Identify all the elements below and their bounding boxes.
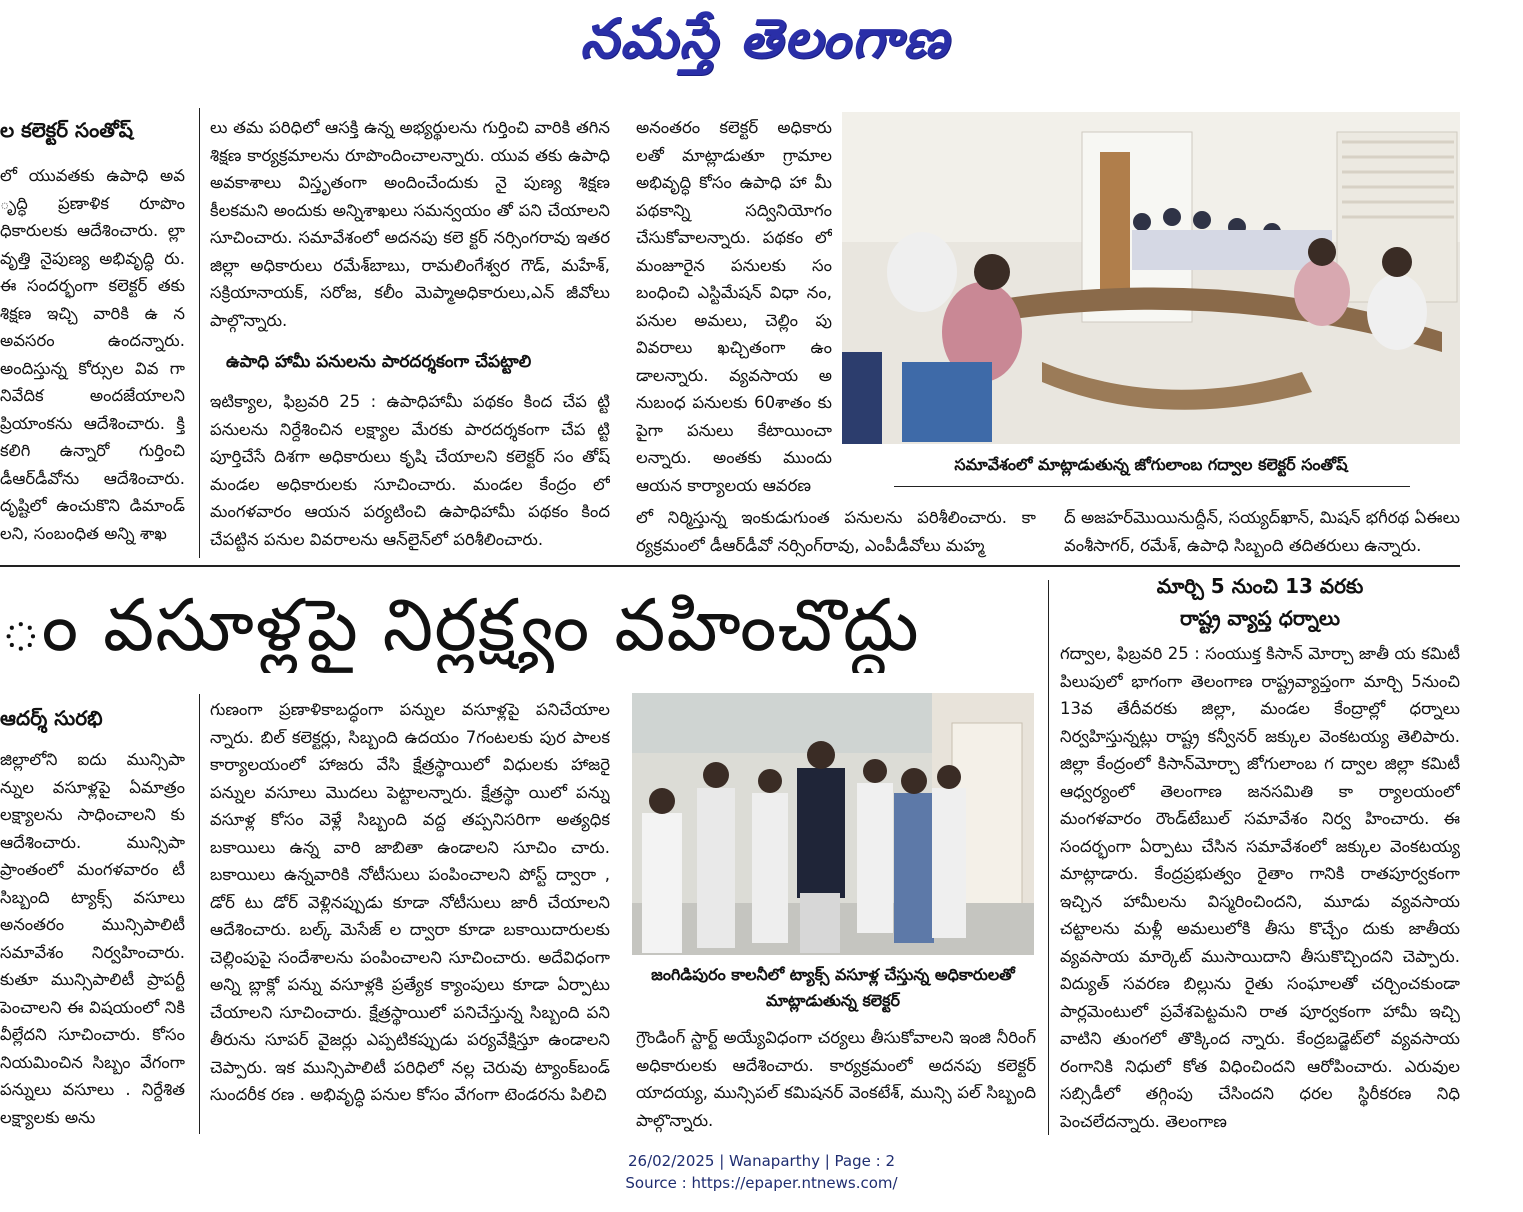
second-left-column: జిల్లాలోని ఐదు మున్సిపా న్నుల వసూళ్లపై ఏమాత్రం లక్ష్యాలను సాధించాలని కు ఆదేశించారు. మున్సిపా ప్రాంతంలో మంగళవారం టీ సిబ్బంది ట్యాక్స్ వసూలు అనంతరం మున్సిపాలిటీ సమావేశం నిర్వహించారు. కుతూ మున్సిపాలిటీ ప్రాపర్టీ పెంచాలని ఈ విషయంలో నికి వీల్లేదని సూచించారు. కోసం నియమించిన సిబ్బం వేగంగా పన్నులు వసూలు . నిర్దేశిత లక్ష్యాలకు అను bbox=[0, 750, 185, 1127]
footer-dateline: 26/02/2025 | Wanaparthy | Page : 2 bbox=[628, 1152, 895, 1170]
section-divider bbox=[0, 565, 1460, 567]
top-bottom-right: ద్ అజహర్‌మొయినుద్దీన్, సయ్యద్‌ఖాన్, మిషన్ భగీరథ ఏఈలు వంశీసాగర్, రమేశ్, ఉపాధి సిబ్బంది తదితరులు ఉన్నారు. bbox=[1064, 508, 1460, 555]
second-story-headline: ం వసూళ్లపై నిర్లక్ష్యం వహించొద్దు bbox=[0, 583, 920, 667]
footer-source: Source : https://epaper.ntnews.com/ bbox=[625, 1174, 898, 1192]
column-divider bbox=[199, 108, 200, 558]
top-left-column: లో యువతకు ఉపాధి అవ ృద్ధి ప్రణాళిక రూపొం ధికారులకు ఆదేశించారు. ల్లా వృత్తి నైపుణ్య అభివృద్ధి రు. ఈ సందర్భంగా కలెక్టర్ తకు శిక్షణ ఇచ్చి వారికి ఉ న అవసరం ఉందన్నారు. అందిస్తున్న కోర్సుల వివ గా నివేదిక అందజేయాలని ప్రియాంకను ఆదేశించారు. క్తి కలిగి ఉన్నారో గుర్తించి డీఆర్‌డీవోను ఆదేశించారు. దృష్టిలో ఉంచుకొని డిమాండ్ లని, సంబంధిత అన్ని శాఖ bbox=[0, 166, 185, 543]
top-mid-subheadline: ఉపాధి హామీ పనులను పారదర్శకంగా చేపట్టాలి bbox=[226, 352, 532, 372]
top-bottom-line: లో నిర్మిస్తున్న ఇంకుడుగుంత పనులను పరిశీలించారు. కా ర్యక్రమంలో డీఆర్‌డీవో నర్సింగ్‌రావు, ఎంపీడీవోలు మహ్మ bbox=[636, 508, 1036, 555]
top-mid-column: లు తమ పరిధిలో ఆసక్తి ఉన్న అభ్యర్థులను గుర్తించి వారికి తగిన శిక్షణ కార్యక్రమాలను రూపొందించాలన్నారు. యువ తకు ఉపాధి అవకాశాలు విస్తృతంగా అందించేందుకు నై పుణ్య శిక్షణ కీలకమని అందుకు అన్నిశాఖలు సమన్వయం తో పని చేయాలని సూచించారు. సమావేశంలో అదనపు కలె క్టర్ నర్సింగరావు ఇతర జిల్లా అధికారులు రమేశ్‌బాబు, రామలింగేశ్వర గౌడ్, మహేశ్, సక్రియానాయక్, సరోజ, కలీం మెప్మాఅధికారులు,ఎన్ జీవోలు పాల్గొన్నారు. bbox=[210, 118, 610, 330]
street-photo-caption: జంగిడిపురం కాలనీలో ట్యాక్స్ వసూళ్ల చేస్తున్న అధికారులతో మాట్లాడుతున్న కలెక్టర్ bbox=[651, 965, 1015, 1010]
meeting-photo bbox=[842, 112, 1460, 444]
caption-rule bbox=[894, 486, 1410, 487]
top-right-column: అనంతరం కలెక్టర్ అధికారు లతో మాట్లాడుతూ గ్రామాల అభివృద్ధి కోసం ఉపాధి హా మీ పథకాన్ని సద్వినియోగం చేసుకోవాలన్నారు. పథకం లో మంజూరైన పనులకు సం బంధించి ఎస్టిమేషన్ విధా నం, పనుల అమలు, చెల్లిం పు వివరాలు ఖచ్చితంగా ఉం డాలన్నారు. వ్యవసాయ అ నుబంధ పనులకు 60శాతం కు పైగా పనులు కేటాయించా లన్నారు. అంతకు ముందు ఆయన కార్యాలయ ఆవరణ bbox=[636, 118, 832, 495]
meeting-photo-caption: సమావేశంలో మాట్లాడుతున్న జోగులాంబ గద్వాల కలెక్టర్ సంతోష్ bbox=[954, 455, 1348, 474]
street-photo bbox=[632, 693, 1034, 955]
column-divider-2 bbox=[199, 694, 200, 1134]
side-story-headline-2: రాష్ట్ర వ్యాప్త ధర్నాలు bbox=[1179, 606, 1341, 630]
second-story-byline: ఆదర్శ్ సురభి bbox=[0, 706, 103, 730]
side-divider bbox=[1048, 580, 1049, 1135]
side-story-headline-1: మార్చి 5 నుంచి 13 వరకు bbox=[1156, 574, 1364, 598]
newspaper-masthead: నమస్తే తెలంగాణ bbox=[580, 6, 950, 70]
second-mid-column: గుణంగా ప్రణాళికాబద్ధంగా పన్నుల వసూళ్లపై పనిచేయాల న్నారు. బిల్ కలెక్టర్లు, సిబ్బంది ఉదయం 7గంటలకు పుర పాలక కార్యాలయంలో హాజరు వేసి క్షేత్రస్థాయిలో విధులకు హాజరై పన్నుల వసూలు మొదలు పెట్టాలన్నారు. క్షేత్రస్థా యిలో పన్ను వసూళ్ల కోసం వెళ్లే సిబ్బంది వద్ద తప్పనిసరిగా అత్యధిక బకాయిలు ఉన్న వారి జాబితా ఉండాలని సూచిం చారు. బకాయిలు ఉన్నవారికి నోటీసులు పంపించాలని పోస్ట్ ద్వారా , డోర్ టు డోర్ వెళ్లినప్పుడు కూడా నోటీసులు జారీ చేయాలని ఆదేశించారు. బల్క్ మెసేజ్ ల ద్వారా కూడా బకాయిదారులకు చెల్లింపుపై సందేశాలను పంపించాలని సూచించారు. అదేవిధంగా అన్ని బ్లాక్లో పన్ను వసూళ్లకి ప్రత్యేక క్యాంపులు కూడా ఏర్పాటు చేయాలని సూచించారు. క్షేత్రస్థాయిలో పనిచేస్తున్న సిబ్బంది పని తీరును సూపర్ వైజర్లు ఎప్పటికప్పుడు పర్యవేక్షిస్తూ ఉండాలని చెప్పారు. ఇక మున్సిపాలిటీ పరిధిలో నల్ల చెరువు ట్యాంక్‌బండ్ సుందరీక రణ . అభివృద్ధి పనుల కోసం వేగంగా టెండరను పిలిచి bbox=[210, 700, 610, 1104]
top-left-headline: ల కలెక్టర్ సంతోష్ bbox=[0, 118, 133, 142]
side-story-body: గద్వాల, ఫిబ్రవరి 25 : సంయుక్త కిసాన్ మోర్చా జాతీ య కమిటీ పిలుపులో భాగంగా తెలంగాణ రాష్ట్రవ్యాప్తంగా మార్చి 5నుంచి 13వ తేదీవరకు జిల్లా, మండల కేంద్రాల్లో ధర్నాలు నిర్వహిస్తున్నట్లు రాష్ట్ర కన్వీనర్ జక్కుల వెంకటయ్య తెలిపారు. జిల్లా కేంద్రంలో కిసాన్‌మోర్చా జోగులాంబ గ ద్వాల జిల్లా కమిటీ ఆధ్వర్యంలో తెలంగాణ జనసమితి కా ర్యాలయంలో మంగళవారం రౌండ్‌టేబుల్ సమావేశం నిర్వ హించారు. ఈ సందర్భంగా ఏర్పాటు చేసిన సమావేశంలో జక్కుల వెంకటయ్య మాట్లాడారు. కేంద్రప్రభుత్వం రైతాం గానికి రాతపూర్వకంగా ఇచ్చిన హామీలను విస్మరించిందని, మూడు వ్యవసాయ చట్టాలను మళ్లీ అమలులోకి తీసు కొచ్చేం దుకు జాతీయ వ్యవసాయ మార్కెట్ ముసాయిదాని తీసుకొచ్చిందని చెప్పారు. విద్యుత్ సవరణ బిల్లును రైతు సంఘాలతో చర్చించకుండా పార్లమెంటులో ప్రవేశపెట్టమని రాత పూర్వకంగా హామీ ఇచ్చి వాటిని తుంగలో తొక్కింద న్నారు. కేంద్రబడ్జెట్‌లో వ్యవసాయ రంగానికి నిధులో కోత విధించిందని ఆరోపించారు. ఎరువుల సబ్సిడీలో తగ్గింపు చేసిందని ధరల స్థిరీకరణ నిధి పెంచలేదన్నారు. తెలంగాణ bbox=[1060, 644, 1460, 1131]
top-mid-column-2: ఇటిక్యాల, ఫిబ్రవరి 25 : ఉపాధిహామీ పథకం కింద చేప ట్టి పనులను నిర్దేశించిన లక్ష్యాల మేరకు పారదర్శకంగా చేప ట్టి పూర్తిచేసే దిశగా అధికారులు కృషి చేయాలని కలెక్టర్ సం తోష్ మండల అధికారులకు సూచించారు. మండల కేంద్రం లో మంగళవారం ఆయన పర్యటించి ఉపాధిహామీ పథకం కింద చేపట్టిన పనుల వివరాలను ఆన్‌లైన్‌లో పరిశీలించారు. bbox=[210, 392, 610, 549]
second-right-column: గ్రౌండింగ్ స్టార్ట్ అయ్యేవిధంగా చర్యలు తీసుకోవాలని ఇంజి నీరింగ్ అధికారులకు ఆదేశించారు. కార్యక్రమంలో అదనపు కలెక్టర్ యాదయ్య, మున్సిపల్ కమిషనర్ వెంకటేశ్, మున్సి పల్ సిబ్బంది పాల్గొన్నారు. bbox=[636, 1028, 1036, 1130]
